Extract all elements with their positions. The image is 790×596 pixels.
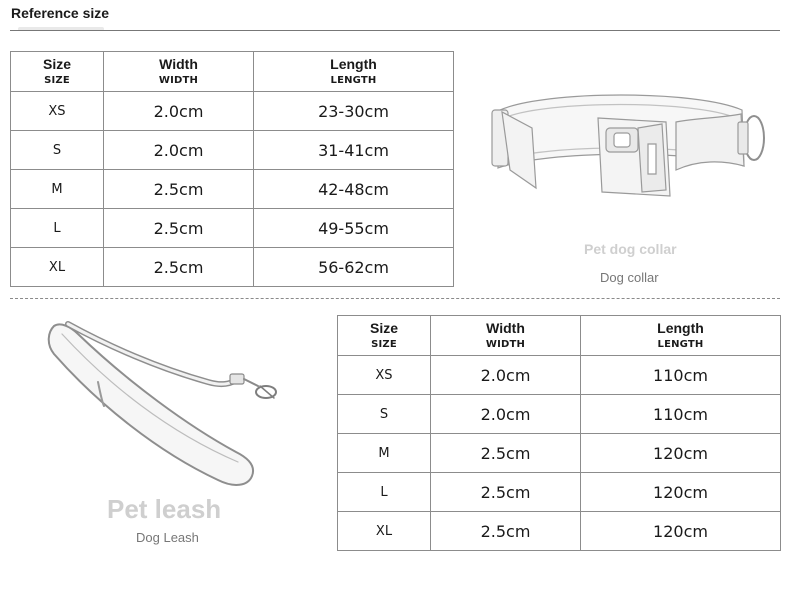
length-header-label: Length <box>330 56 377 72</box>
width-cell: 2.0cm <box>104 131 254 170</box>
length-header-sublabel: LENGTH <box>657 339 704 350</box>
size-cell: XL <box>11 248 104 287</box>
table-row <box>11 92 454 131</box>
width-header <box>104 52 254 92</box>
leash-caption-title: Pet leash <box>107 494 222 524</box>
width-cell: 2.5cm <box>431 434 581 473</box>
table-header-row <box>11 52 454 92</box>
dog-leash-icon <box>38 312 288 497</box>
size-header <box>11 52 104 92</box>
table-row <box>338 434 781 473</box>
size-cell: XL <box>338 512 431 551</box>
table-row <box>338 356 781 395</box>
width-header-sublabel: WIDTH <box>158 75 199 86</box>
size-cell: M <box>338 434 431 473</box>
length-cell: 120cm <box>581 434 781 473</box>
size-header-label: Size <box>369 320 398 336</box>
size-header <box>338 316 431 356</box>
size-cell: S <box>11 131 104 170</box>
leash-caption-subtitle: Dog Leash <box>136 530 199 545</box>
length-header <box>581 316 781 356</box>
table-row <box>338 395 781 434</box>
table-row <box>11 248 454 287</box>
size-cell: L <box>11 209 104 248</box>
width-cell: 2.0cm <box>104 92 254 131</box>
size-cell: L <box>338 473 431 512</box>
size-cell: XS <box>338 356 431 395</box>
size-cell: S <box>338 395 431 434</box>
length-cell: 120cm <box>581 473 781 512</box>
width-header-label: Width <box>486 320 525 336</box>
width-cell: 2.5cm <box>431 473 581 512</box>
width-cell: 2.5cm <box>104 209 254 248</box>
size-header-sublabel: SIZE <box>44 75 70 86</box>
length-header <box>254 52 454 92</box>
table-row <box>338 512 781 551</box>
length-header-label: Length <box>657 320 704 336</box>
length-cell: 31-41cm <box>254 131 454 170</box>
table-row <box>11 131 454 170</box>
collar-caption-title: Pet dog collar <box>584 241 677 257</box>
table-row <box>11 170 454 209</box>
width-cell: 2.5cm <box>431 512 581 551</box>
width-cell: 2.5cm <box>104 170 254 209</box>
width-header-label: Width <box>159 56 198 72</box>
table-header-row <box>338 316 781 356</box>
collar-caption-subtitle: Dog collar <box>600 270 659 285</box>
length-cell: 110cm <box>581 356 781 395</box>
page-title: Reference size <box>11 5 110 21</box>
length-cell: 120cm <box>581 512 781 551</box>
size-cell: M <box>11 170 104 209</box>
width-cell: 2.0cm <box>431 395 581 434</box>
length-cell: 56-62cm <box>254 248 454 287</box>
length-cell: 49-55cm <box>254 209 454 248</box>
collar-size-table <box>10 51 454 287</box>
length-cell: 23-30cm <box>254 92 454 131</box>
table-row <box>11 209 454 248</box>
title-divider <box>10 30 780 31</box>
size-cell: XS <box>11 92 104 131</box>
size-header-label: Size <box>42 56 71 72</box>
table-row <box>338 473 781 512</box>
width-header <box>431 316 581 356</box>
length-cell: 110cm <box>581 395 781 434</box>
length-header-sublabel: LENGTH <box>330 75 377 86</box>
section-divider <box>10 298 780 299</box>
dog-collar-icon <box>486 88 766 218</box>
width-cell: 2.5cm <box>104 248 254 287</box>
width-header-sublabel: WIDTH <box>485 339 526 350</box>
size-header-sublabel: SIZE <box>371 339 397 350</box>
leash-size-table <box>337 315 781 551</box>
width-cell: 2.0cm <box>431 356 581 395</box>
length-cell: 42-48cm <box>254 170 454 209</box>
